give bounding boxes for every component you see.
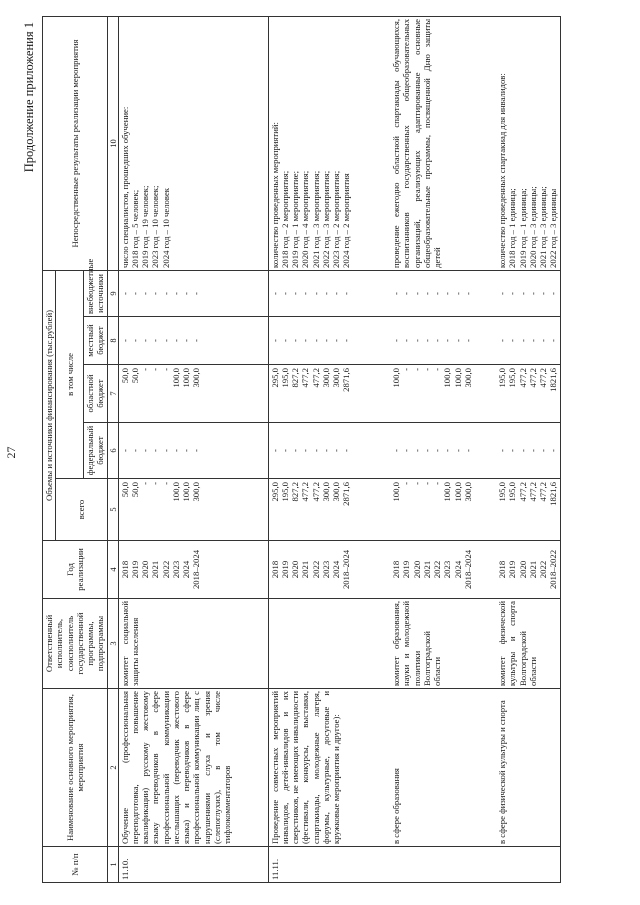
total-cell: 50,0 50,0 - - - 100,0 100,0 300,0	[118, 479, 268, 541]
column-number: 2	[107, 689, 118, 847]
result-cell: число специалистов, прошедших обучение: 2018 год – 5 человек; 2019 год – 19 человек; 2023 год – 10 человек; 2024 год – 10 человек	[118, 16, 268, 270]
header-year: Год реализации	[43, 541, 108, 599]
header-funding: Объемы и источники финансирования (тыс.рублей)	[43, 270, 56, 540]
header-name: Наименование основного мероприятия, мероприятия	[43, 689, 108, 847]
responsible-executor	[268, 599, 390, 689]
header-federal: федеральный бюджет	[84, 423, 108, 479]
column-number: 10	[107, 16, 118, 270]
years-cell: 2018 2019 2020 2021 2022 2023 2024 2018–2024	[118, 541, 268, 599]
column-number: 3	[107, 599, 118, 689]
table-row	[268, 16, 390, 882]
extrabudget-cell: - - - - - -	[496, 270, 560, 316]
activity-name: в сфере физической культуры и спорта	[496, 689, 560, 847]
result-cell: проведение ежегодно областной спартакиады обучающихся, воспитанников государственных общеобразовательных организаций, реализующих адаптированные основные общеобразовательные программы, посвященной Дню защиты детей	[390, 16, 496, 270]
regional-cell: 195,0 195,0 477,2 477,2 477,2 1821,6	[496, 365, 560, 423]
column-number: 6	[107, 423, 118, 479]
activity-name: Обучение (профессиональная переподготовка, повышение квалификации) русскому жестовому языку переводчиков в сфере профессиональной коммуникации неслышащих (переводчик жестового языка) и переводчиков в сфере профессиональной коммуникации лиц с нарушениями слуха и зрения (слепоглухих), в том числе тифлокомментаторов	[118, 689, 268, 847]
header-local: местный бюджет	[84, 317, 108, 365]
years-cell: 2018 2019 2020 2021 2022 2023 2024 2018–2024	[390, 541, 496, 599]
row-number: 11.10.	[118, 847, 268, 883]
local-cell: - - - - - - - -	[118, 317, 268, 365]
column-number: 7	[107, 365, 118, 423]
extrabudget-cell: - - - - - - - -	[390, 270, 496, 316]
responsible-executor: комитет физической культуры и спорта Волгоградской области	[496, 599, 560, 689]
table-row	[390, 16, 496, 882]
total-cell: 100,0 - - - - 100,0 100,0 300,0	[390, 479, 496, 541]
column-number: 5	[107, 479, 118, 541]
total-cell: 195,0 195,0 477,2 477,2 477,2 1821,6	[496, 479, 560, 541]
table-row	[118, 16, 268, 882]
federal-cell: - - - - - - - -	[268, 423, 390, 479]
header-extrabudget: внебюджетные источники	[84, 270, 108, 316]
header-including: в том числе	[56, 270, 84, 478]
activity-name: в сфере образования	[390, 689, 496, 847]
table-row	[496, 16, 560, 882]
continuation-title: Продолжение приложения 1	[22, 22, 36, 173]
local-cell: - - - - - - - -	[268, 317, 390, 365]
column-number: 4	[107, 541, 118, 599]
federal-cell: - - - - - -	[496, 423, 560, 479]
federal-cell: - - - - - - - -	[118, 423, 268, 479]
header-number: № п/п	[43, 847, 108, 883]
local-cell: - - - - - - - -	[390, 317, 496, 365]
column-number: 8	[107, 317, 118, 365]
row-number	[496, 847, 560, 883]
header-responsible: Ответственный исполнитель, соисполнитель государственной программы, подпрограммы	[43, 599, 108, 689]
federal-cell: - - - - - - - -	[390, 423, 496, 479]
responsible-executor: комитет социальной защиты населения	[118, 599, 268, 689]
header-results: Непосредственные результаты реализации мероприятия	[43, 16, 108, 270]
result-cell: количество проведенных мероприятий: 2018 год – 2 мероприятия; 2019 год – 1 мероприятие; 2020 год – 4 мероприятия; 2021 год – 3 мероприятия; 2022 год – 3 мероприятия; 2023 год – 2 мероприятия; 2024 год – 2 мероприятия	[268, 16, 390, 270]
regional-cell: 100,0 - - - - 100,0 100,0 300,0	[390, 365, 496, 423]
column-number: 9	[107, 270, 118, 316]
extrabudget-cell: - - - - - - - -	[118, 270, 268, 316]
header-regional: областной бюджет	[84, 365, 108, 423]
header-row-1	[43, 16, 56, 882]
regional-cell: 295,0 195,0 827,2 477,2 477,2 300,0 300,0 2871,6	[268, 365, 390, 423]
responsible-executor: комитет образования, науки и молодежной политики Волгоградской области	[390, 599, 496, 689]
header-total: всего	[56, 479, 107, 541]
column-number: 1	[107, 847, 118, 883]
years-cell: 2018 2019 2020 2021 2022 2023 2024 2018–2024	[268, 541, 390, 599]
column-numbers-row	[107, 16, 118, 882]
page-number: 27	[4, 446, 18, 459]
row-number: 11.11.	[268, 847, 390, 883]
years-cell: 2018 2019 2020 2021 2022 2018–2022	[496, 541, 560, 599]
row-number	[390, 847, 496, 883]
result-cell: количество проведенных спартакиад для инвалидов: 2018 год – 1 единица; 2019 год – 1 единица; 2020 год – 3 единицы; 2021 год – 3 единицы; 2022 год – 3 единицы	[496, 16, 560, 270]
program-table	[42, 16, 561, 883]
activity-name: Проведение совместных мероприятий инвалидов, детей-инвалидов и их сверстников, не имеющих инвалидности (фестивали, конкурсы, выставки, спартакиады, молодежные лагеря, форумы, культурные, досуговые и кружковые мероприятия и другое):	[268, 689, 390, 847]
total-cell: 295,0 195,0 827,2 477,2 477,2 300,0 300,0 2871,6	[268, 479, 390, 541]
extrabudget-cell: - - - - - - - -	[268, 270, 390, 316]
regional-cell: 50,0 50,0 - - - 100,0 100,0 300,0	[118, 365, 268, 423]
local-cell: - - - - - -	[496, 317, 560, 365]
